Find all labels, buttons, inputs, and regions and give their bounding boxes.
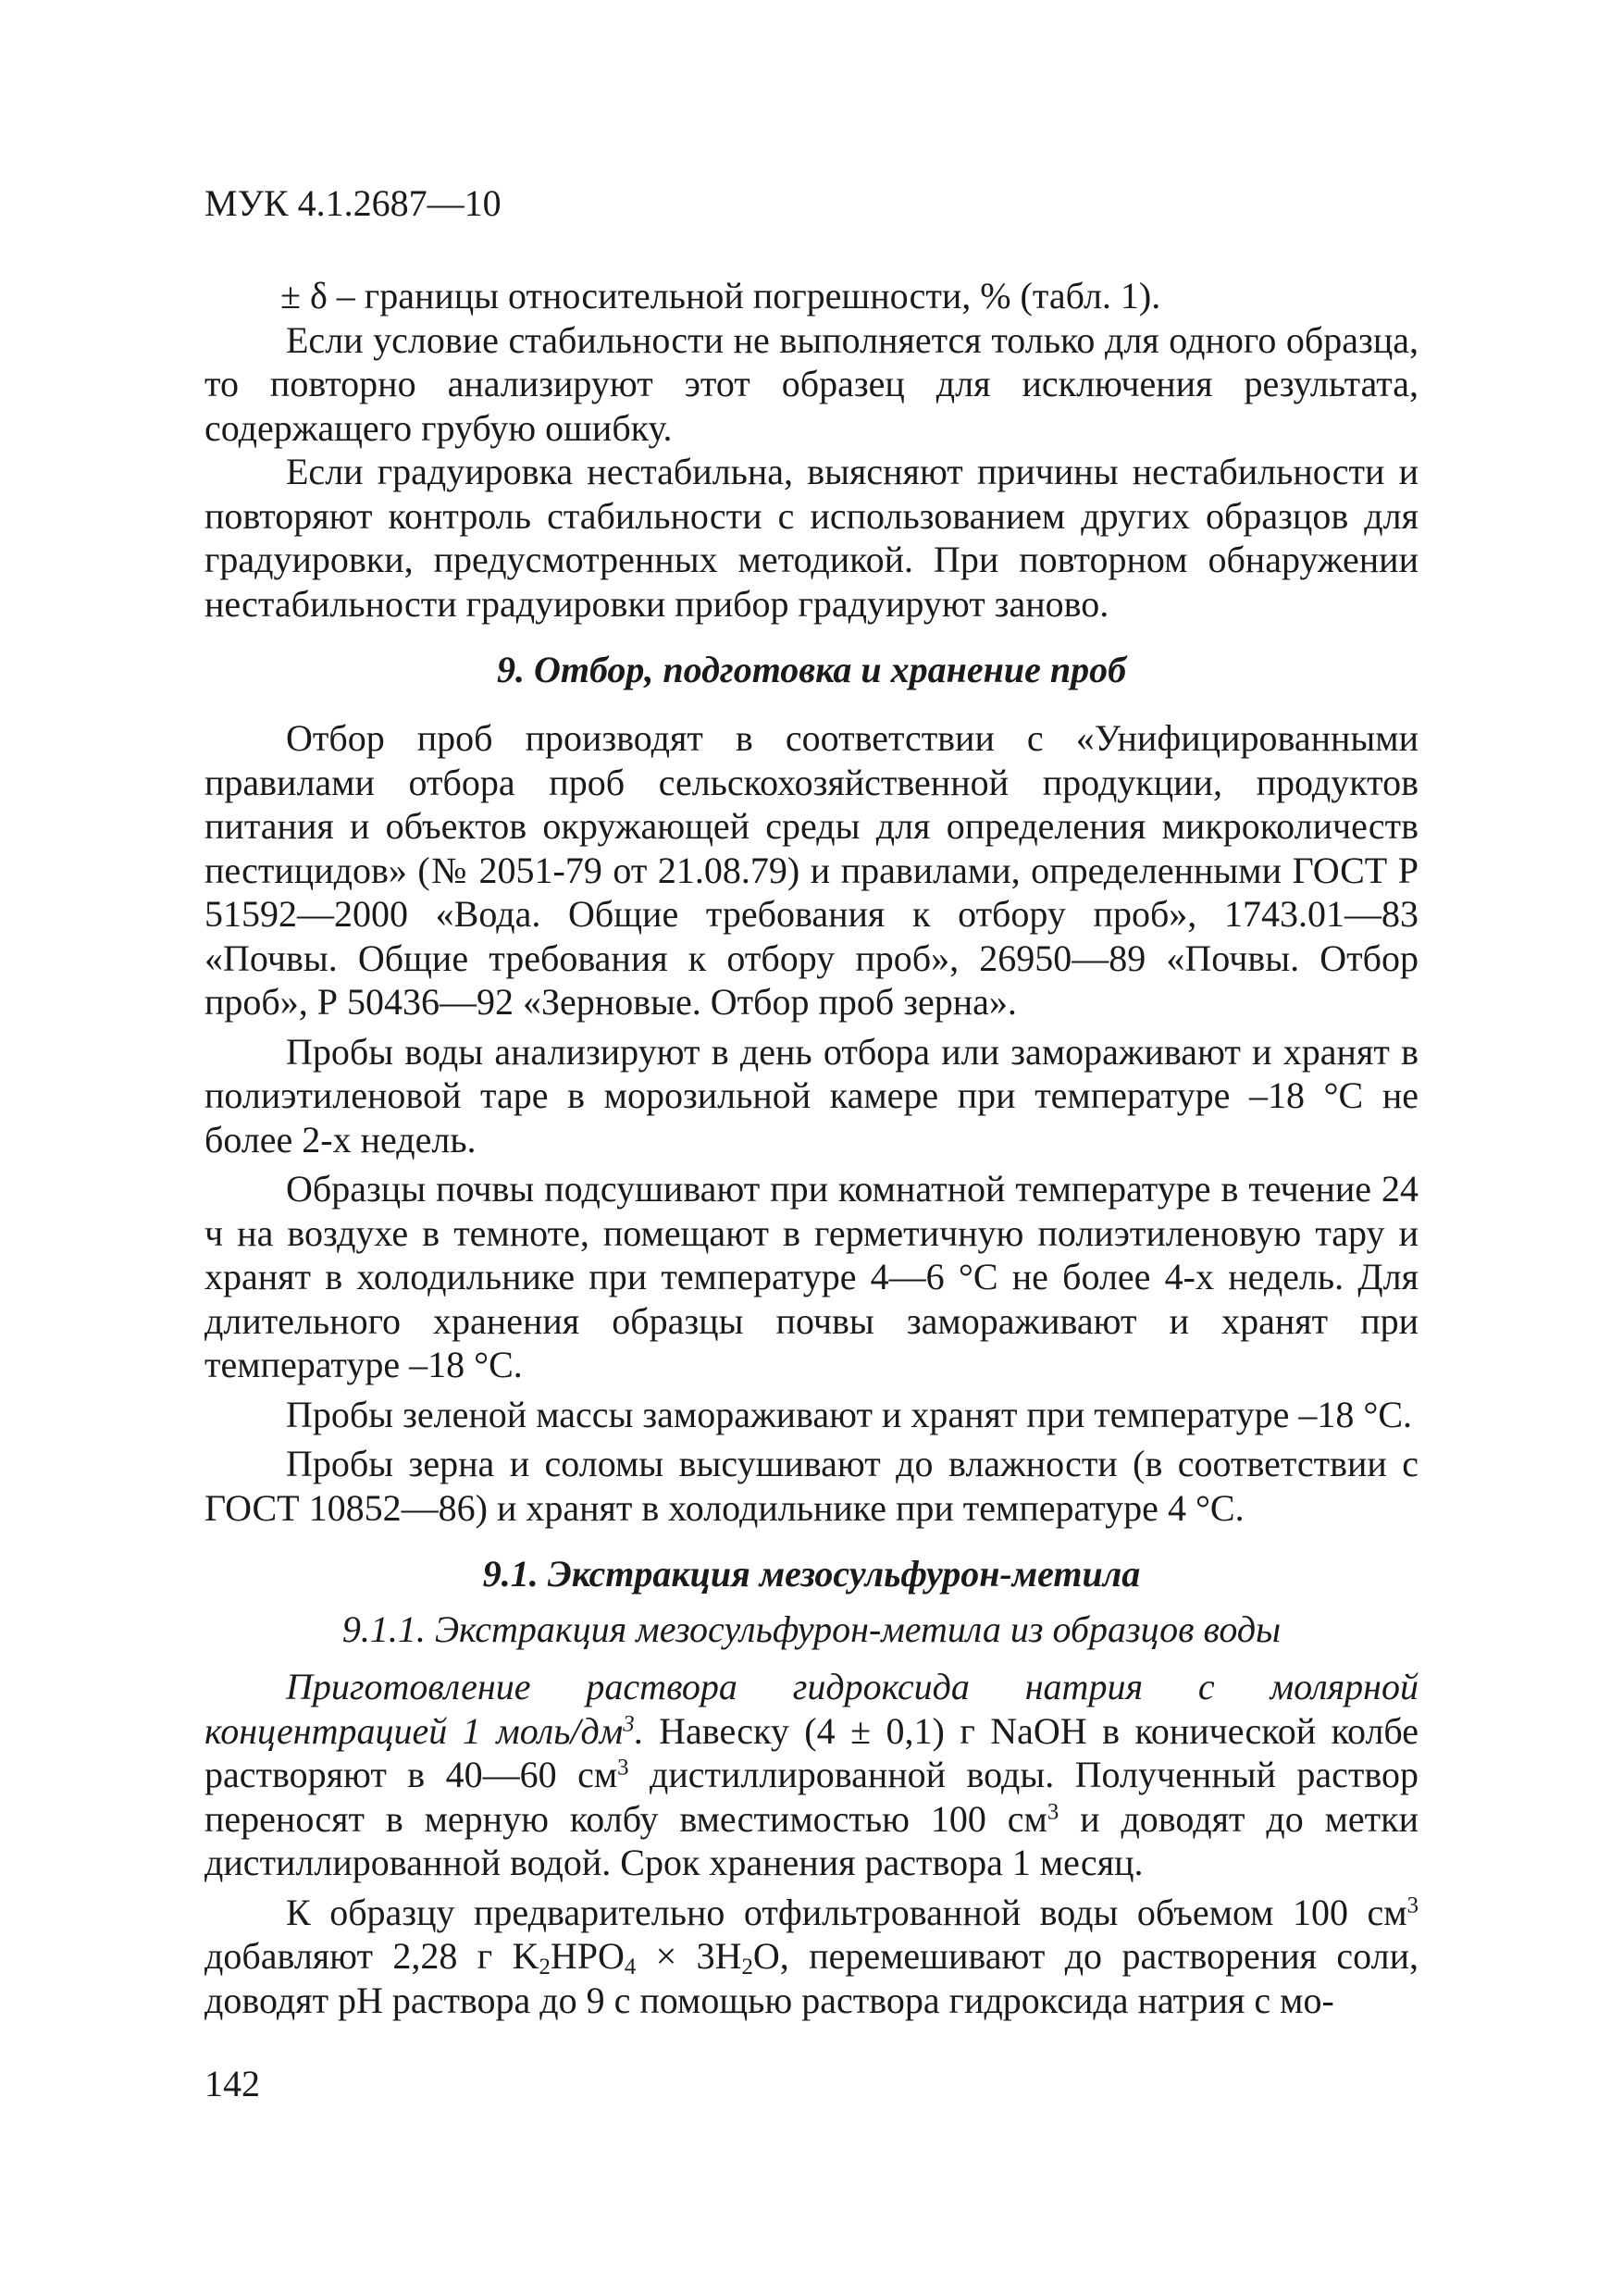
- paragraph-stability-single-sample: Если условие стабильности не выполняется только для одного образца, то повторно анализируют этот образец для исключения результата, содержащего грубую ошибку.: [204, 318, 1419, 449]
- page-content: [204, 274, 1419, 2022]
- paragraph-sampling-rules: Отбор проб производят в соответствии с «Унифицированными правилами отбора проб сельскохозяйственной продукции, продуктов питания и объектов окружающей среды для определения микроколичеств пестицидов» (№ 2051-79 от 21.08.79) и правилами, определенными ГОСТ Р 51592—2000 «Вода. Общие требования к отбору проб», 1743.01—83 «Почвы. Общие требования к отбору проб», 26950—89 «Почвы. Отбор проб», Р 50436—92 «Зерновые. Отбор проб зерна».: [204, 717, 1419, 1023]
- lead-period: .: [634, 1709, 644, 1752]
- unit-superscript: 3: [1047, 1798, 1059, 1824]
- paragraph-delta-definition: ± δ – границы относительной погрешности, % (табл. 1).: [280, 275, 1161, 316]
- sample-text-1: К образцу предварительно отфильтрованной воды объемом 100 см: [286, 1891, 1407, 1933]
- sample-text-3: HPO: [550, 1935, 625, 1977]
- formula-subscript: 2: [741, 1955, 753, 1980]
- paragraph-green-mass-samples: Пробы зеленой массы замораживают и хранят при температуре –18 °С.: [286, 1393, 1413, 1435]
- paragraph-water-sample-treatment: [204, 1891, 1419, 2023]
- paragraph-unstable-calibration: Если градуировка нестабильна, выясняют причины нестабильности и повторяют контроль стабильности с использованием других образцов для градуировки, предусмотренных методикой. При повторном обнаружении нестабильности градуировки прибор градуируют заново.: [204, 451, 1419, 625]
- paragraph-grain-samples: Пробы зерна и соломы высушивают до влажности (в соответствии с ГОСТ 10852—86) и хранят в холодильнике при температуре 4 °С.: [204, 1443, 1419, 1529]
- naoh-preparation-lead: Приготовление раствора гидроксида натрия с молярной концентрацией 1 моль/дм: [204, 1666, 1419, 1752]
- formula-subscript: 2: [539, 1955, 551, 1980]
- section-9-1-1-heading: 9.1.1. Экстракция мезосульфурон-метила из образцов воды: [341, 1608, 1282, 1650]
- naoh-preparation-text-2: дистиллированной воды. Полученный раствор переносят в мерную колбу вместимостью 100 см: [204, 1754, 1419, 1840]
- document-code-header: МУК 4.1.2687—10: [204, 182, 502, 224]
- sample-text-5: O, перемешивают до растворения соли, доводят pH раствора до 9 с помощью раствора гидроксида натрия с мо-: [204, 1935, 1419, 2021]
- page-number: 142: [204, 2063, 260, 2104]
- naoh-preparation-text-3: и доводят до метки дистиллированной водой. Срок хранения раствора 1 месяц.: [204, 1797, 1419, 1883]
- unit-superscript: 3: [617, 1755, 629, 1781]
- unit-superscript: 3: [1406, 1892, 1419, 1917]
- paragraph-soil-samples: Образцы почвы подсушивают при комнатной температуре в течение 24 ч на воздухе в темноте, помещают в герметичную полиэтиленовую тару и хранят в холодильнике при температуре 4—6 °С не более 4-х недель. Для длительного хранения образцы почвы замораживают и хранят при температуре –18 °С.: [204, 1168, 1419, 1385]
- paragraph-water-samples: Пробы воды анализируют в день отбора или замораживают и хранят в полиэтиленовой таре в морозильной камере при температуре –18 °С не более 2-х недель.: [204, 1030, 1419, 1160]
- sample-text-4: × 3H: [636, 1935, 742, 1977]
- section-9-heading: 9. Отбор, подготовка и хранение проб: [496, 649, 1127, 690]
- sample-text-2: добавляют 2,28 г K: [204, 1935, 539, 1977]
- unit-superscript: 3: [623, 1710, 635, 1736]
- formula-subscript: 4: [624, 1955, 637, 1980]
- paragraph-naoh-preparation: [204, 1665, 1419, 1885]
- naoh-preparation-text-1: Навеску (4 ± 0,1) г NaOH в конической колбе растворяют в 40—60 см: [204, 1709, 1419, 1795]
- section-9-1-heading: 9.1. Экстракция мезосульфурон-метила: [482, 1553, 1141, 1595]
